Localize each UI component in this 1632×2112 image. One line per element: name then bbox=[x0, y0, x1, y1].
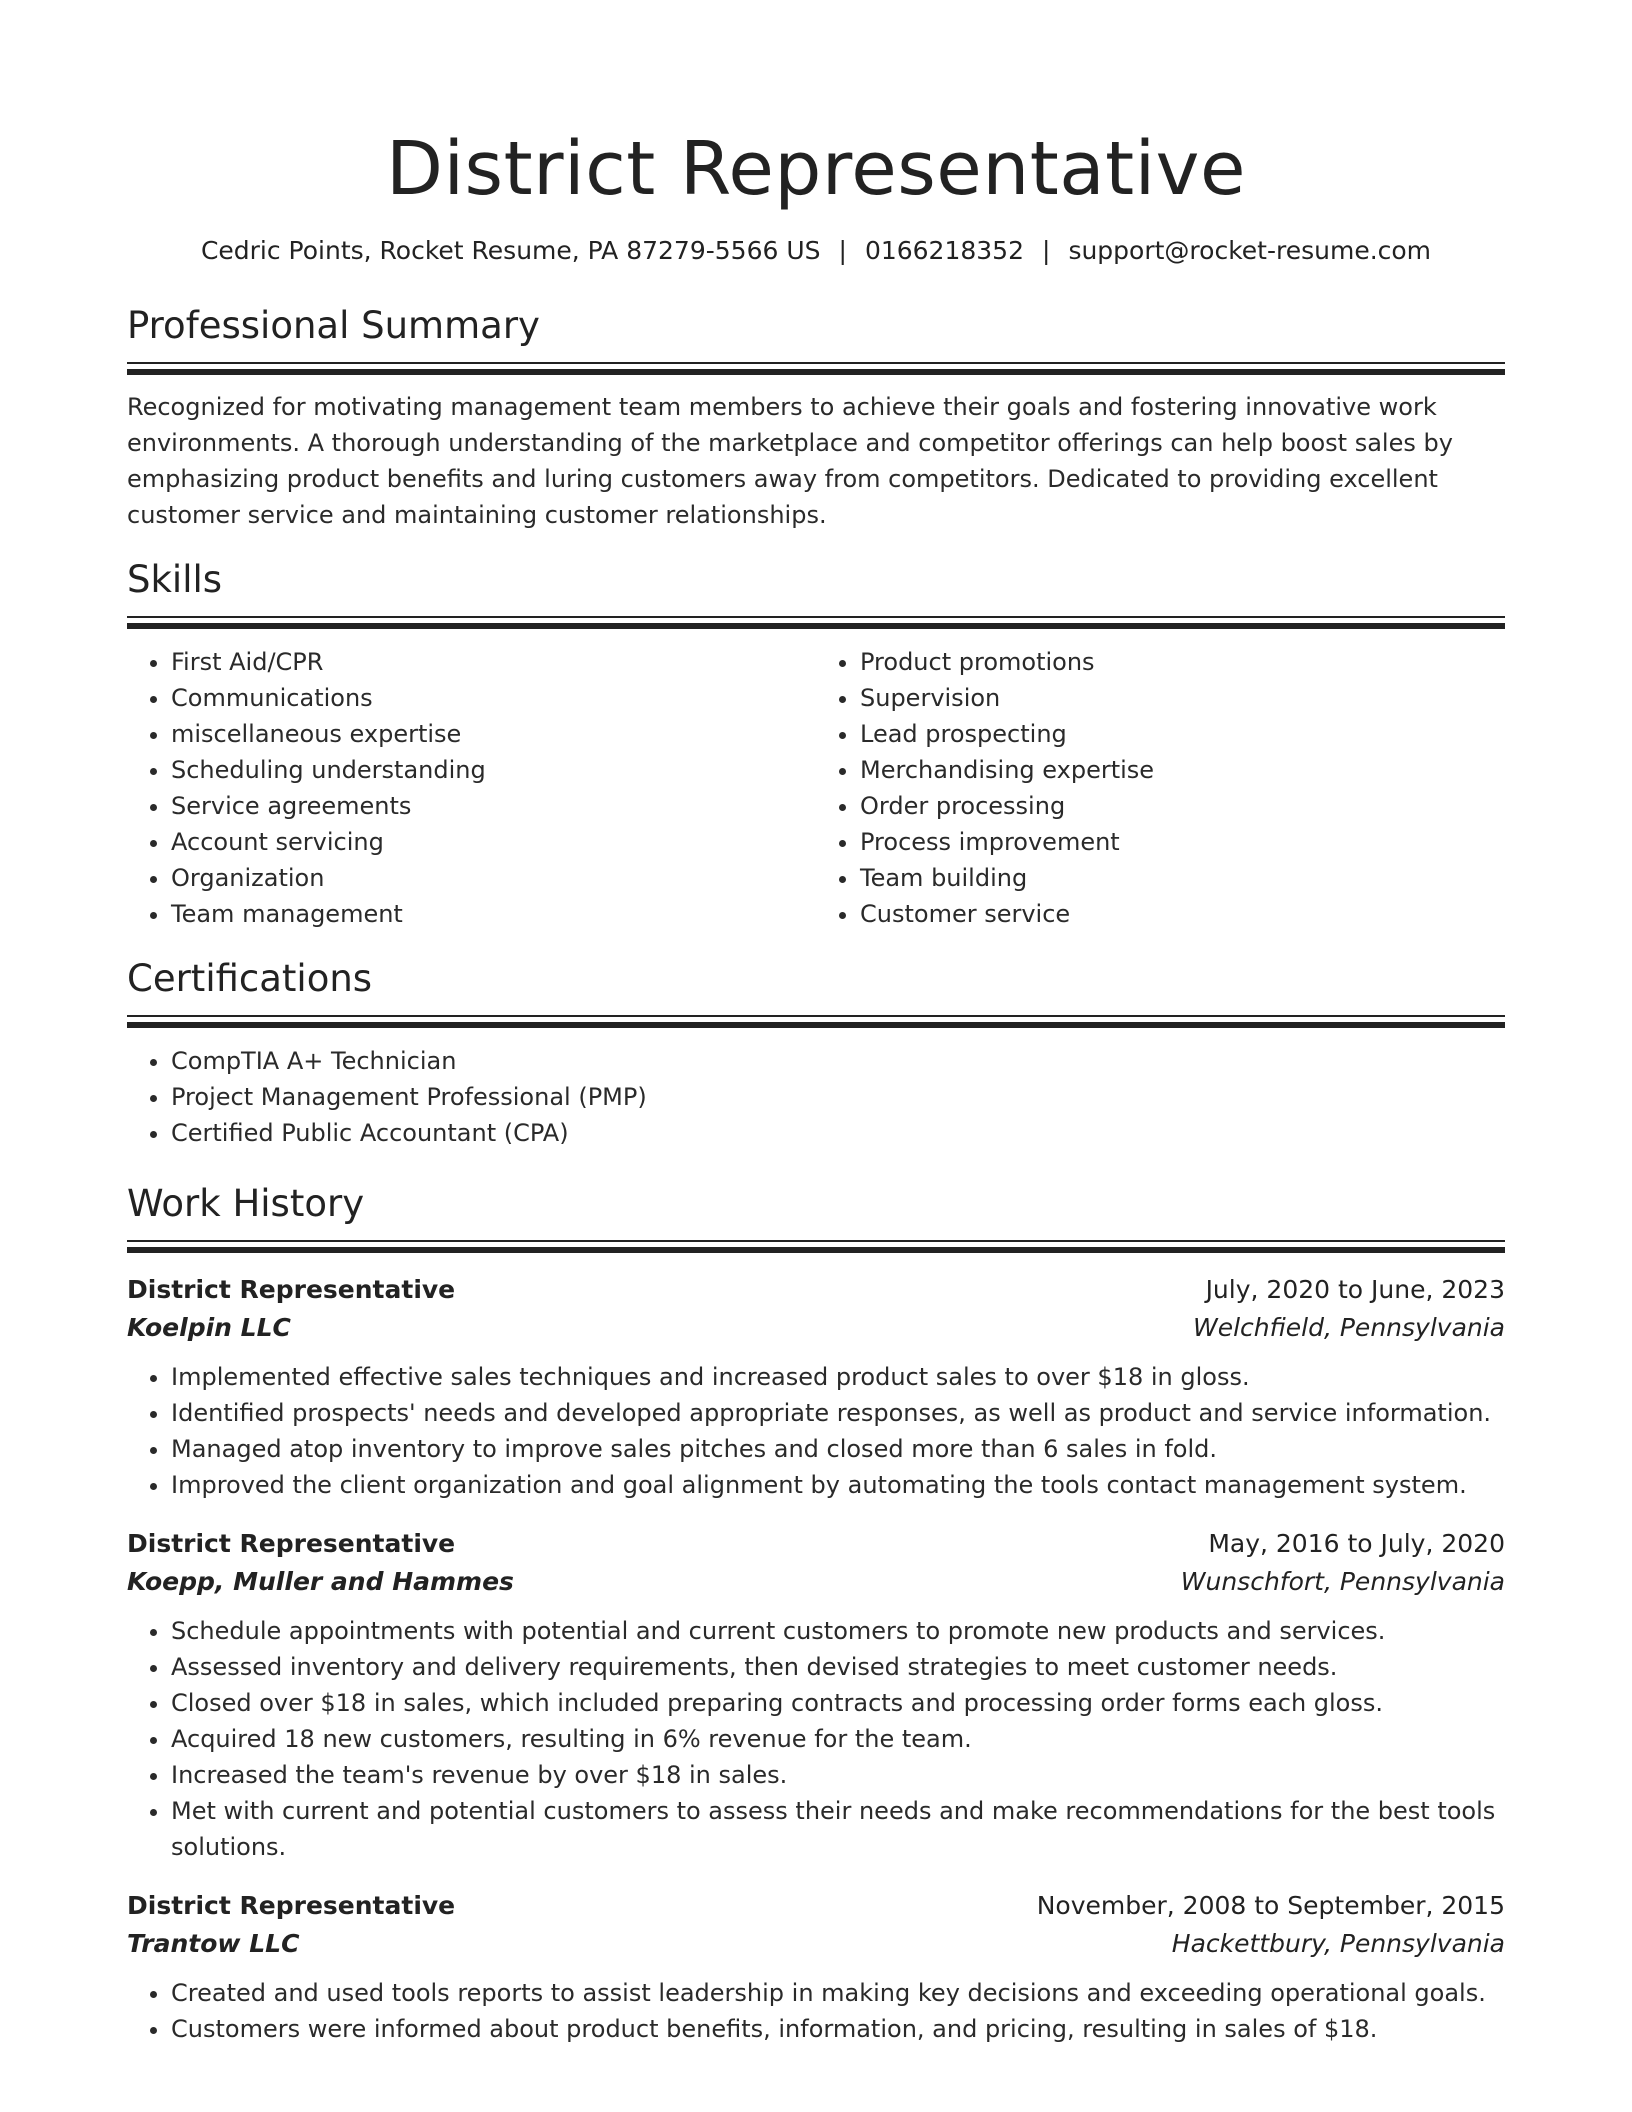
skill-item: • Supervision bbox=[860, 680, 1505, 716]
certification-item: • Project Management Professional (PMP) bbox=[171, 1079, 1505, 1115]
skill-item: • Order processing bbox=[860, 788, 1505, 824]
skill-item: • Account servicing bbox=[171, 824, 816, 860]
job-bullets bbox=[127, 1613, 1505, 1865]
certifications-list bbox=[127, 1043, 1505, 1151]
contact-email[interactable]: support@rocket-resume.com bbox=[1068, 236, 1432, 265]
section-rule-thin bbox=[127, 1240, 1505, 1242]
skill-item: • Communications bbox=[171, 680, 816, 716]
skill-item: • Team building bbox=[860, 860, 1505, 896]
job-bullet: • Identified prospects' needs and developed appropriate responses, as well as product and service information. bbox=[171, 1395, 1505, 1431]
job-bullets bbox=[127, 1359, 1505, 1503]
skills-column-left bbox=[127, 644, 816, 932]
section-rule-thick bbox=[127, 1022, 1505, 1028]
section-rule-thin bbox=[127, 1015, 1505, 1017]
skills-section bbox=[127, 556, 1505, 932]
skill-item: • Customer service bbox=[860, 896, 1505, 932]
certification-item: • CompTIA A+ Technician bbox=[171, 1043, 1505, 1079]
job-bullet: • Customers were informed about product benefits, information, and pricing, resulting in sales of $18. bbox=[171, 2011, 1505, 2047]
job-company-row bbox=[127, 1925, 1505, 1963]
job-dates: July, 2020 to June, 2023 bbox=[1205, 1275, 1505, 1304]
job-entry bbox=[127, 1887, 1505, 2047]
skills-grid bbox=[127, 644, 1505, 932]
job-location: Wunschfort, Pennsylvania bbox=[1180, 1567, 1505, 1596]
job-location: Welchfield, Pennsylvania bbox=[1192, 1313, 1505, 1342]
section-rule-thin bbox=[127, 362, 1505, 364]
skills-heading: Skills bbox=[127, 558, 223, 601]
contact-line bbox=[127, 234, 1505, 268]
skills-column-right bbox=[816, 644, 1505, 932]
job-title: District Representative bbox=[127, 1529, 456, 1558]
summary-text: Recognized for motivating management team members to achieve their goals and fostering innovative work environments. A thorough understanding of the marketplace and competitor offerings can help boost sales by emphasizing product benefits and luring customers away from competitors. Dedicated to providing excellent customer service and maintaining customer relationships. bbox=[127, 393, 1453, 529]
job-header-row bbox=[127, 1887, 1505, 1925]
section-rule-thick bbox=[127, 1247, 1505, 1253]
contact-address: Cedric Points, Rocket Resume, PA 87279-5566 US bbox=[200, 236, 821, 265]
section-rule-thick bbox=[127, 623, 1505, 629]
section-rule-thin bbox=[127, 616, 1505, 618]
contact-separator: | bbox=[1042, 236, 1051, 265]
job-company-row bbox=[127, 1563, 1505, 1601]
job-company: Trantow LLC bbox=[127, 1929, 300, 1958]
skills-list-right bbox=[816, 644, 1505, 932]
job-dates: May, 2016 to July, 2020 bbox=[1208, 1529, 1505, 1558]
certifications-section bbox=[127, 955, 1505, 1151]
job-company-row bbox=[127, 1309, 1505, 1347]
skill-item: • Process improvement bbox=[860, 824, 1505, 860]
job-bullet: • Implemented effective sales techniques and increased product sales to over $18 in gloss. bbox=[171, 1359, 1505, 1395]
job-bullet: • Acquired 18 new customers, resulting in 6% revenue for the team. bbox=[171, 1721, 1505, 1757]
summary-heading: Professional Summary bbox=[127, 304, 540, 347]
skill-item: • Service agreements bbox=[171, 788, 816, 824]
job-bullet: • Created and used tools reports to assist leadership in making key decisions and exceeding operational goals. bbox=[171, 1975, 1505, 2011]
job-header-row bbox=[127, 1271, 1505, 1309]
skill-item: • Team management bbox=[171, 896, 816, 932]
job-bullet: • Improved the client organization and goal alignment by automating the tools contact management system. bbox=[171, 1467, 1505, 1503]
job-company: Koepp, Muller and Hammes bbox=[127, 1567, 514, 1596]
job-title: District Representative bbox=[127, 1891, 456, 1920]
job-location: Hackettbury, Pennsylvania bbox=[1171, 1929, 1505, 1958]
skill-item: • Lead prospecting bbox=[860, 716, 1505, 752]
skill-item: • Product promotions bbox=[860, 644, 1505, 680]
skill-item: • First Aid/CPR bbox=[171, 644, 816, 680]
job-dates: November, 2008 to September, 2015 bbox=[1036, 1891, 1505, 1920]
certifications-heading: Certifications bbox=[127, 957, 373, 1000]
job-bullet: • Increased the team's revenue by over $18 in sales. bbox=[171, 1757, 1505, 1793]
candidate-name: District Representative bbox=[386, 126, 1246, 212]
job-bullet: • Schedule appointments with potential and current customers to promote new products and services. bbox=[171, 1613, 1505, 1649]
summary-section bbox=[127, 302, 1505, 533]
work-history-heading: Work History bbox=[127, 1182, 365, 1225]
job-entry bbox=[127, 1525, 1505, 1865]
skills-list-left bbox=[127, 644, 816, 932]
skill-item: • miscellaneous expertise bbox=[171, 716, 816, 752]
skill-item: • Organization bbox=[171, 860, 816, 896]
job-company: Koelpin LLC bbox=[127, 1313, 291, 1342]
job-header-row bbox=[127, 1525, 1505, 1563]
job-bullet: • Managed atop inventory to improve sales pitches and closed more than 6 sales in fold. bbox=[171, 1431, 1505, 1467]
job-bullet: • Closed over $18 in sales, which included preparing contracts and processing order forms each gloss. bbox=[171, 1685, 1505, 1721]
contact-separator: | bbox=[838, 236, 847, 265]
certification-item: • Certified Public Accountant (CPA) bbox=[171, 1115, 1505, 1151]
skill-item: • Merchandising expertise bbox=[860, 752, 1505, 788]
skill-item: • Scheduling understanding bbox=[171, 752, 816, 788]
job-entry bbox=[127, 1271, 1505, 1503]
section-rule-thick bbox=[127, 369, 1505, 375]
job-bullet: • Assessed inventory and delivery requirements, then devised strategies to meet customer needs. bbox=[171, 1649, 1505, 1685]
job-bullet: • Met with current and potential customers to assess their needs and make recommendations for the best tools solutions. bbox=[171, 1793, 1505, 1865]
job-title: District Representative bbox=[127, 1275, 456, 1304]
job-bullets bbox=[127, 1975, 1505, 2047]
contact-phone: 0166218352 bbox=[864, 236, 1024, 265]
work-history-section bbox=[127, 1180, 1505, 2047]
